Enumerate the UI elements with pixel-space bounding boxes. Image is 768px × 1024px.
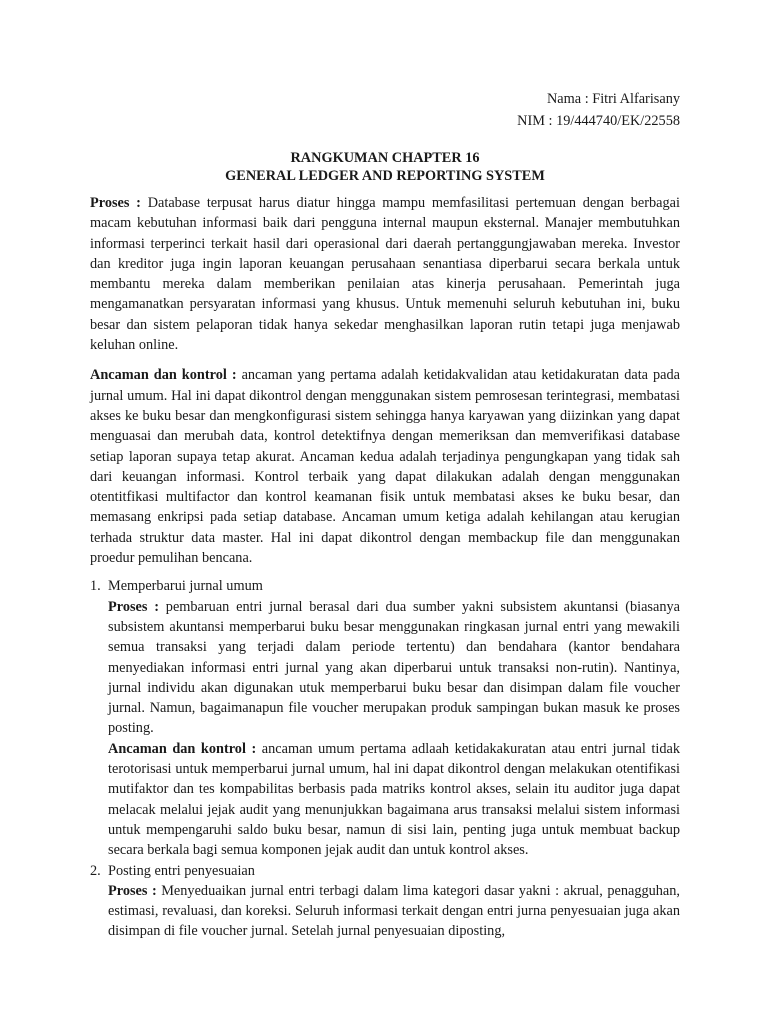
ancaman-text: ancaman yang pertama adalah ketidakvalidan atau ketidakuratan data pada jurnal umum. Hal ini dapat dikontrol dengan menggunakan sistem pemrosesan terintegrasi, membatasi akses ke buku besar dan mengkonfigurasi sistem sehingga hanya karyawan yang diizinkan yang dapat menguasai dan merubah data, kontrol detektifnya dengan memeriksan dan memverifikasi database setiap laporan supaya tetap akurat. Ancaman kedua adalah terjadinya pengungkapan yang tidak sah dari keuangan informasi. Kontrol terbaik yang dapat dilakukan adalah dengan menggunakan otentitfikasi multifactor dan kontrol keamanan fisik untuk membatasi akses ke buku besar, dan memasang enkripsi pada setiap database. Ancaman umum ketiga adalah kehilangan atau kerugian terhada struktur data master. Hal ini dapat dikontrol dengan membackup file dan menggunakan proedur pemulihan bencana. — [90, 367, 680, 567]
ancaman-label: Ancaman dan kontrol : — [108, 740, 257, 757]
section-number: 2. — [90, 862, 101, 879]
proses-label: Proses : — [108, 882, 157, 899]
intro-proses-paragraph — [90, 193, 680, 355]
section-heading: Posting entri penyesuaian — [108, 862, 255, 879]
author-name: Nama : Fitri Alfarisany — [546, 91, 680, 107]
author-info — [90, 88, 680, 132]
section-proses-paragraph — [108, 881, 680, 942]
section-number: 1. — [90, 578, 101, 595]
document-title — [90, 149, 680, 185]
student-id: NIM : 19/444740/EK/22558 — [517, 113, 680, 129]
ancaman-label: Ancaman dan kontrol : — [90, 367, 237, 384]
ancaman-text: ancaman umum pertama adlaah ketidakakuratan atau entri jurnal tidak terotorisasi untuk memperbarui jurnal umum, hal ini dapat dikontrol dengan melakukan otentifikasi mutifaktor dan tes kompabilitas berbasis pada matriks kontrol akses, selain itu auditor juga dapat melacak melalui jejak audit yang menunjukkan bagaimana arus transaksi melalui sistem informasi untuk mempengaruhi saldo buku besar, namun di sisi lain, penting juga untuk membuat backup secara berkala bagi semua komponen jejak audit dan untuk kontrol akses. — [108, 740, 680, 859]
proses-label: Proses : — [90, 195, 141, 211]
title-line-1: RANGKUMAN CHAPTER 16 — [290, 150, 480, 166]
title-line-2: GENERAL LEDGER AND REPORTING SYSTEM — [225, 168, 545, 184]
proses-text: Menyeduaikan jurnal entri terbagi dalam lima kategori dasar yakni : akrual, penagguhan, estimasi, revaluasi, dan koreksi. Seluruh informasi terkait dengan entri jurna penyesuaian juga akan disimpan di file voucher jurnal. Setelah jurnal penyesuaian diposting, — [108, 882, 681, 940]
section-heading: Memperbarui jurnal umum — [108, 578, 263, 595]
section-ancaman-paragraph — [108, 739, 680, 861]
proses-text: pembaruan entri jurnal berasal dari dua sumber yakni subsistem akuntansi (biasanya subsistem akuntansi memperbarui buku besar menggunakan ringkasan jurnal entri yang mewakili semua transaksi yang terjadi dalam periode tertentu) dan bendahara (kantor bendahara menyediakan informasi entri jurnal yang akan diperbarui untuk transaksi non-rutin). Nantinya, jurnal individu akan digunakan utuk memperbarui buku besar dan disimpan dalam file voucher jurnal. Namun, bagaimanapun file voucher merupakan produk sampingan bukan masuk ke proses posting. — [108, 598, 680, 737]
intro-ancaman-paragraph — [90, 365, 680, 568]
section-item-1 — [90, 576, 680, 860]
section-proses-paragraph — [108, 597, 680, 739]
proses-text: Database terpusat harus diatur hingga mampu memfasilitasi pertemuan dengan berbagai macam kebutuhan informasi baik dari pengguna internal maupun eksternal. Manajer membutuhkan informasi terperinci terkait hasil dari operasional dari daerah pertanggungjawaban mereka. Investor dan kreditor juga ingin laporan keuangan perusahaan senantiasa diperbarui secara berkala untuk membantu mereka dalam memberikan penilaian atas kinerja perusahaan. Pemerintah juga mengamanatkan persyaratan informasi yang khusus. Untuk memenuhi seluruh kebutuhan ini, buku besar dan sistem pelaporan tidak hanya sekedar menghasilkan laporan rutin tetapi juga menjawab keluhan online. — [90, 195, 680, 354]
section-item-2 — [90, 861, 680, 942]
proses-label: Proses : — [108, 598, 159, 615]
section-list — [90, 576, 680, 941]
document-page — [90, 88, 680, 942]
